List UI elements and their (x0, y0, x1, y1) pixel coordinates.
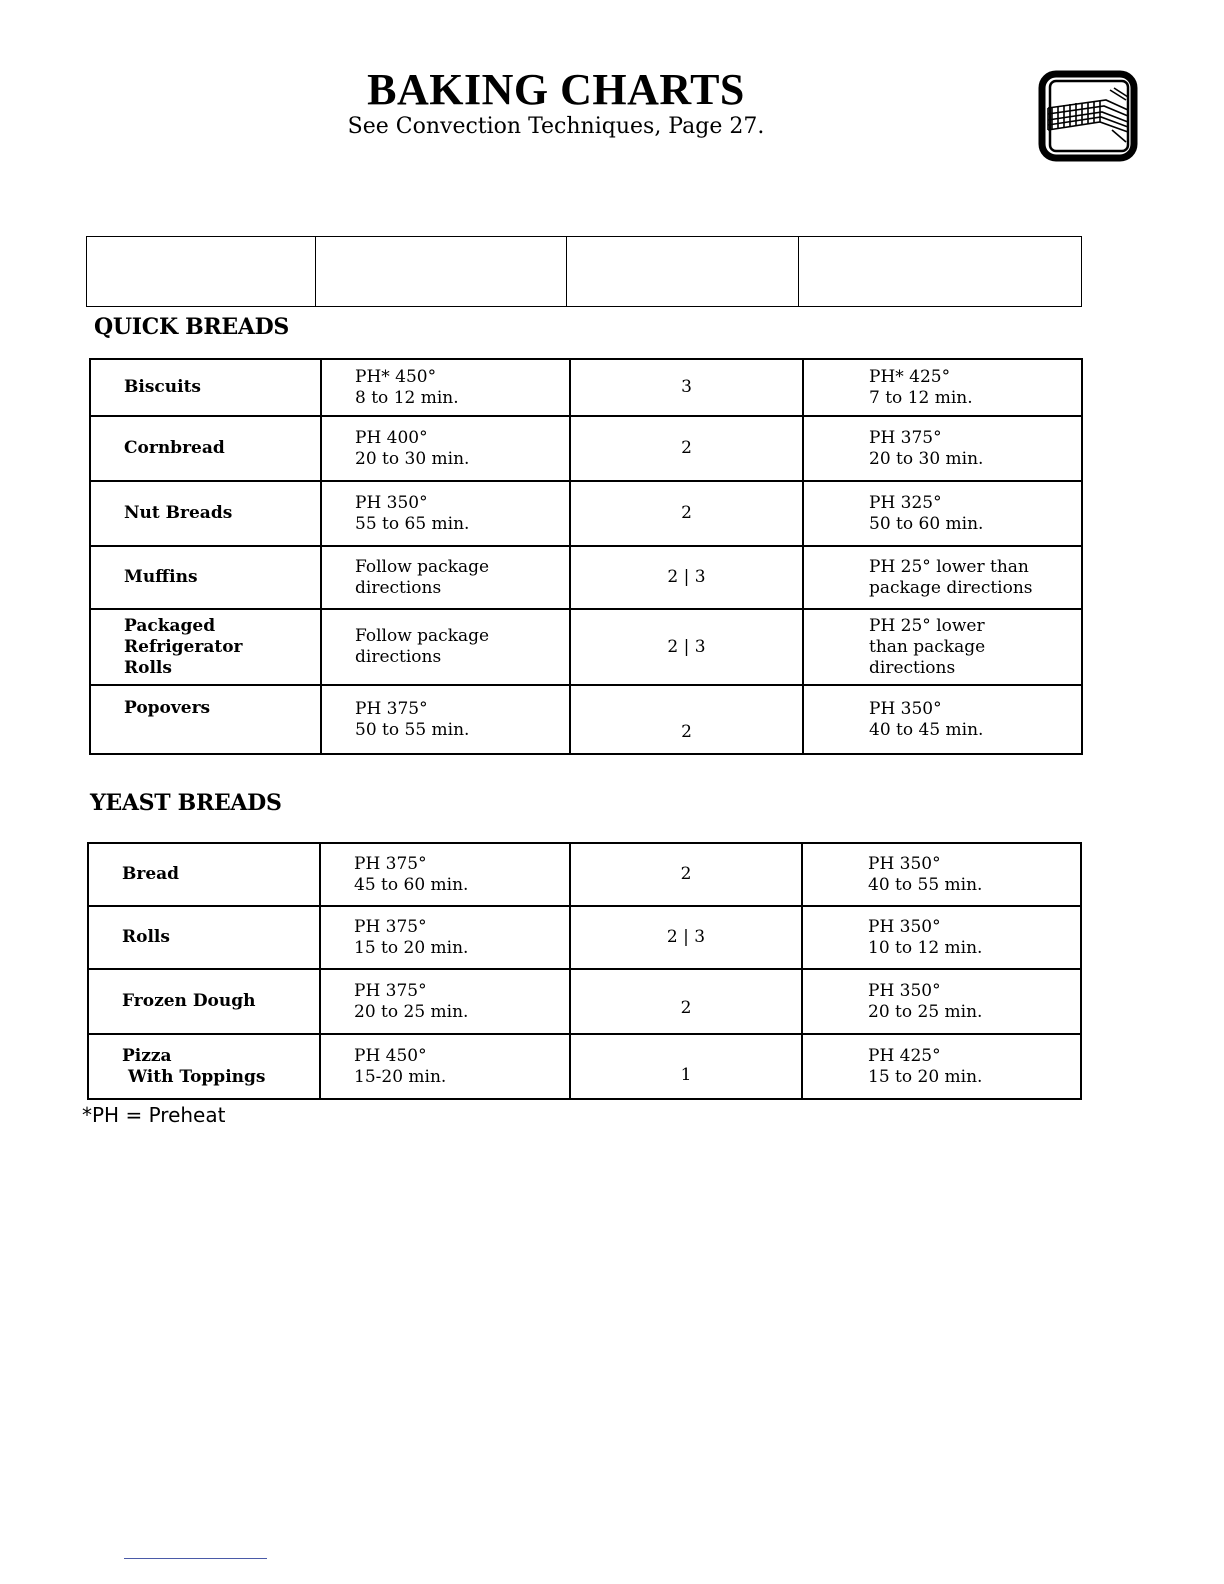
table-row (88, 843, 1081, 906)
convection-setting: PH 350° 40 to 55 min. (802, 843, 1081, 906)
food-name: Packaged Refrigerator Rolls (90, 609, 321, 685)
rack-position: 2 | 3 (570, 906, 802, 969)
food-name: Biscuits (90, 359, 321, 416)
rack-position: 2 | 3 (570, 609, 803, 685)
convection-setting: PH* 425° 7 to 12 min. (803, 359, 1082, 416)
column-header-table (86, 236, 1082, 307)
bake-setting: PH 400° 20 to 30 min. (321, 416, 570, 481)
header-cell-bake (316, 237, 567, 307)
bake-setting: PH 375° 20 to 25 min. (320, 969, 570, 1034)
table-row (88, 969, 1081, 1034)
rack-position: 2 (570, 481, 803, 546)
divider (124, 1558, 267, 1559)
rack-position: 2 | 3 (570, 546, 803, 609)
table-row (88, 1034, 1081, 1099)
food-name: Frozen Dough (88, 969, 320, 1034)
food-name: Nut Breads (90, 481, 321, 546)
quick-breads-table (89, 358, 1083, 755)
page-subtitle: See Convection Techniques, Page 27. (347, 114, 765, 139)
page-title: BAKING CHARTS (367, 65, 745, 114)
food-name: Rolls (88, 906, 320, 969)
food-name: Popovers (90, 685, 321, 754)
bake-setting: Follow package directions (321, 609, 570, 685)
convection-setting: PH 350° 10 to 12 min. (802, 906, 1081, 969)
table-row (90, 685, 1082, 754)
table-row (90, 481, 1082, 546)
food-name: Pizza With Toppings (88, 1034, 320, 1099)
convection-setting: PH 25° lower than package directions (803, 609, 1082, 685)
oven-rack-icon (1038, 70, 1138, 162)
bake-setting: PH* 450° 8 to 12 min. (321, 359, 570, 416)
convection-setting: PH 375° 20 to 30 min. (803, 416, 1082, 481)
header-cell-convection (799, 237, 1082, 307)
table-row (90, 359, 1082, 416)
footnote: *PH = Preheat (82, 1103, 226, 1127)
convection-setting: PH 350° 40 to 45 min. (803, 685, 1082, 754)
table-row (90, 416, 1082, 481)
bake-setting: PH 375° 15 to 20 min. (320, 906, 570, 969)
rack-position: 1 (570, 1034, 802, 1099)
convection-setting: PH 325° 50 to 60 min. (803, 481, 1082, 546)
rack-position: 2 (570, 843, 802, 906)
bake-setting: PH 375° 50 to 55 min. (321, 685, 570, 754)
table-row (90, 609, 1082, 685)
bake-setting: PH 450° 15-20 min. (320, 1034, 570, 1099)
food-name: Bread (88, 843, 320, 906)
food-name: Muffins (90, 546, 321, 609)
bake-setting: PH 375° 45 to 60 min. (320, 843, 570, 906)
yeast-breads-table (87, 842, 1082, 1100)
header-cell-rack (567, 237, 799, 307)
rack-position: 2 (570, 685, 803, 754)
table-row (88, 906, 1081, 969)
rack-position: 3 (570, 359, 803, 416)
convection-setting: PH 425° 15 to 20 min. (802, 1034, 1081, 1099)
convection-setting: PH 350° 20 to 25 min. (802, 969, 1081, 1034)
bake-setting: PH 350° 55 to 65 min. (321, 481, 570, 546)
bake-setting: Follow package directions (321, 546, 570, 609)
header-cell-food (87, 237, 316, 307)
section-title-yeast-breads: YEAST BREADS (90, 790, 282, 816)
section-title-quick-breads: QUICK BREADS (94, 314, 290, 340)
table-row (90, 546, 1082, 609)
food-name: Cornbread (90, 416, 321, 481)
rack-position: 2 (570, 416, 803, 481)
rack-position: 2 (570, 969, 802, 1034)
convection-setting: PH 25° lower than package directions (803, 546, 1082, 609)
